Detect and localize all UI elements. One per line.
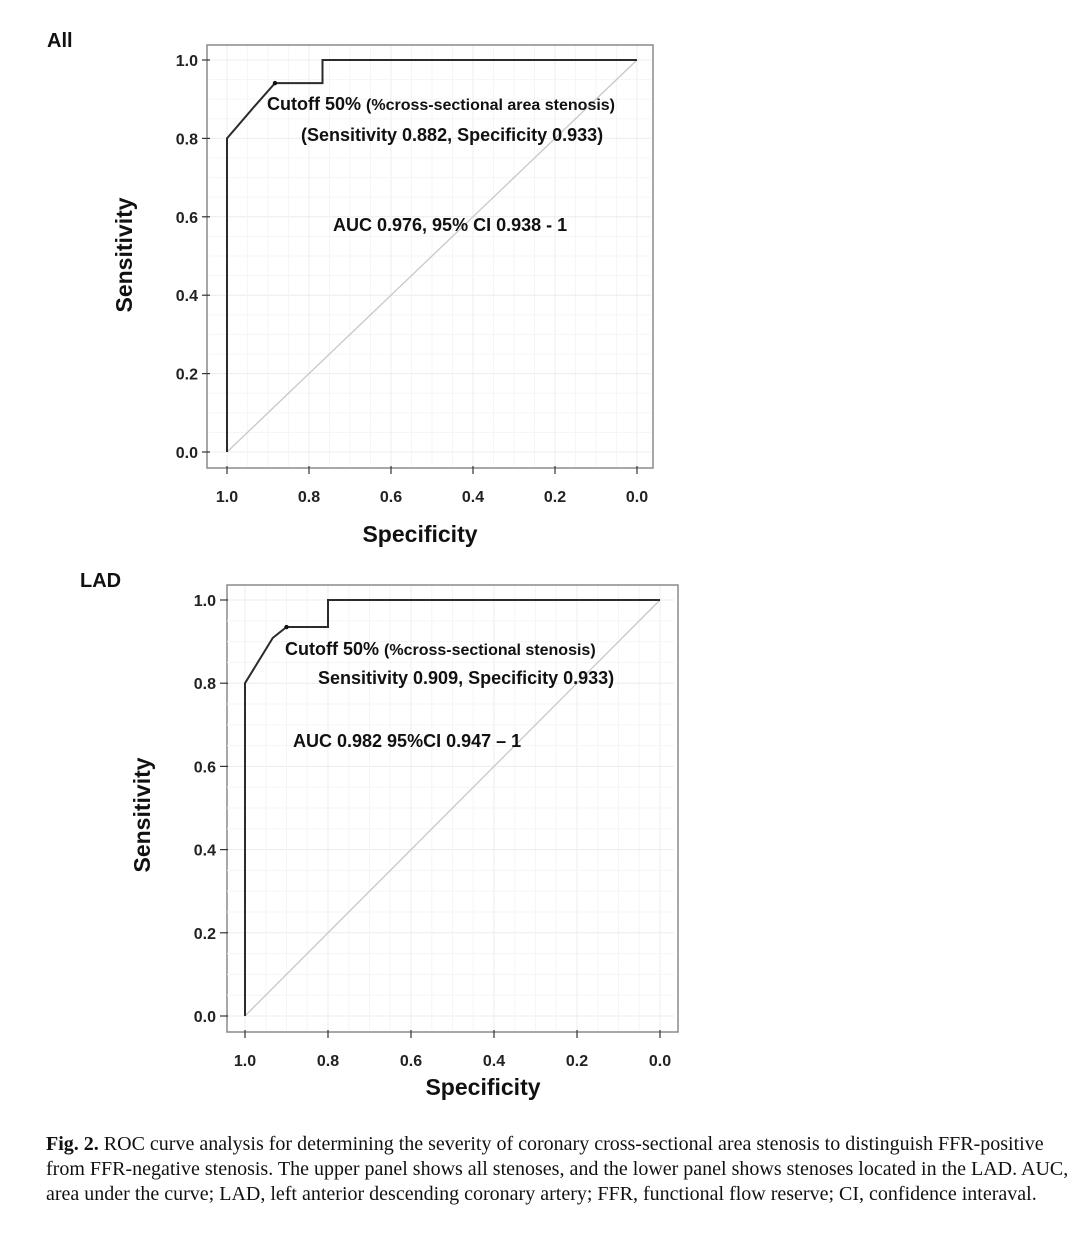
y-axis-title: Sensitivity <box>129 757 155 873</box>
y-tick-label: 0.2 <box>175 366 198 384</box>
x-axis-title: Specificity <box>425 1074 541 1100</box>
figure-caption <box>46 1132 1071 1207</box>
panel-label: LAD <box>80 570 122 592</box>
x-tick-label: 0.8 <box>297 489 321 506</box>
x-tick-label: 0.4 <box>461 489 485 506</box>
cutoff-sub: (%cross-sectional area stenosis) <box>366 97 616 114</box>
caption-text: ROC curve analysis for determining the severity of coronary cross-sectional area stenosis to distinguish FFR-positive from FFR-negative stenosis. The upper panel shows all stenoses, and the lower panel shows stenoses located in the LAD. AUC, area under the curve; LAD, left anterior descending coronary artery; FFR, functional flow reserve; CI, confidence interaval. <box>46 1133 1069 1205</box>
roc-panel-all <box>47 30 653 547</box>
y-tick-label: 0.8 <box>175 131 198 149</box>
cutoff-annotation-line1 <box>285 639 596 659</box>
cutoff-annotation-line1 <box>267 94 615 114</box>
y-tick-label: 0.4 <box>193 842 216 860</box>
roc-panel-lad <box>80 570 678 1100</box>
cutoff-point <box>284 625 288 629</box>
cutoff-sub: (%cross-sectional stenosis) <box>384 642 596 659</box>
x-axis-title: Specificity <box>362 521 478 547</box>
x-tick-label: 1.0 <box>233 1053 257 1070</box>
y-tick-label: 0.6 <box>193 759 216 777</box>
cutoff-point <box>273 81 277 85</box>
y-tick-label: 1.0 <box>193 593 216 610</box>
y-tick-label: 0.4 <box>175 288 198 306</box>
x-tick-label: 0.4 <box>482 1053 506 1070</box>
auc-annotation: AUC 0.976, 95% CI 0.938 - 1 <box>333 215 568 235</box>
x-tick-label: 1.0 <box>215 489 239 506</box>
y-tick-label: 0.8 <box>193 676 216 694</box>
y-tick-label: 1.0 <box>175 53 198 70</box>
y-tick-label: 0.6 <box>175 209 198 227</box>
auc-annotation: AUC 0.982 95%CI 0.947 – 1 <box>293 731 522 751</box>
y-axis-title: Sensitivity <box>111 197 137 313</box>
y-tick-label: 0.2 <box>193 925 216 943</box>
cutoff-annotation-line2: (Sensitivity 0.882, Specificity 0.933) <box>301 125 604 145</box>
panel-label: All <box>47 30 73 52</box>
x-tick-label: 0.0 <box>648 1053 672 1070</box>
cutoff-main: Cutoff 50% <box>285 639 379 659</box>
x-tick-label: 0.6 <box>379 489 403 506</box>
cutoff-annotation-line2: Sensitivity 0.909, Specificity 0.933) <box>318 668 615 688</box>
x-tick-label: 0.0 <box>625 489 649 506</box>
y-tick-label: 0.0 <box>175 445 198 462</box>
x-tick-label: 0.6 <box>399 1053 423 1070</box>
x-tick-label: 0.2 <box>543 489 567 506</box>
y-tick-label: 0.0 <box>193 1009 216 1026</box>
caption-label: Fig. 2. <box>46 1133 99 1155</box>
cutoff-main: Cutoff 50% <box>267 94 361 114</box>
x-tick-label: 0.8 <box>316 1053 340 1070</box>
x-tick-label: 0.2 <box>565 1053 589 1070</box>
